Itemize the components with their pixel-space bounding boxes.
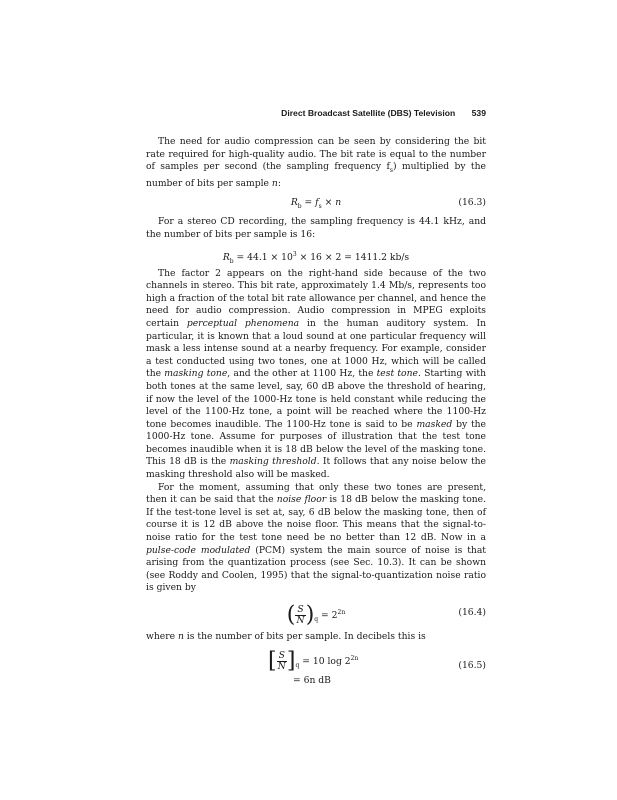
paragraph-2: For a stereo CD recording, the sampling frequency is 44.1 kHz, and the number of bits per sample is 16: [146,216,486,240]
body-text [146,136,486,694]
equation-number: (16.5) [458,659,486,671]
running-title: Direct Broadcast Satellite (DBS) Television [281,108,456,118]
equation-number: (16.4) [458,607,486,618]
paragraph-5: where n is the number of bits per sample. In decibels this is [146,631,426,642]
paragraph-3: The factor 2 appears on the right-hand side because of the two channels in stereo. This bit rate, approximately 1.4 Mb/s, represents too high a fraction of the total bit rate allowance per channel, and hence the need for audio compression. Audio compression in MPEG exploits certain perceptual phenomena in the human auditory system. In particular, it is known that a loud sound at one particular frequency will mask a less intense sound at a nearby frequency. For example, consider a test conducted using two tones, one at 1000 Hz, which will be called the masking tone, and the other at 1100 Hz, the test tone. Starting with both tones at the same level, say, 60 dB above the threshold of hearing, if now the level of the 1000-Hz tone is held constant while reducing the level of the 1100-Hz tone, a point will be reached where the 1100-Hz tone becomes inaudible. The 1100-Hz tone is said to be masked by the 1000-Hz tone. Assume for purposes of illustration that the test tone becomes inaudible when it is 18 dB below the level of the masking tone. This 18 dB is the masking threshold. It follows that any noise below the masking threshold also will be masked. [146,267,486,481]
equation-16-4: ( $\frac{S}{N}$ )$_q = 2^{2n}$ (16.4) [146,596,486,630]
equation-cd-bitrate: $R_b = 44.1 \times 10^3 \times 16 \times 2 = 1411.2$ kb/s [222,250,410,265]
paragraph-4: For the moment, assuming that only these two tones are present, then it can be said that the noise floor is 18 dB below the masking tone. If the test-tone level is set at, say, 6 dB below the masking tone, then of course it is 12 dB above the noise floor. This means that the signal-to-noise ratio for the test tone need be no better than 12 dB. Now in a pulse-code modulated (PCM) system the main source of noise is that arising from the quantization process (see Sec. 10.3). It can be shown (see Roddy and Coolen, 1995) that the signal-to-quantization noise ratio is given by [146,481,487,594]
paragraph-1: The need for audio compression can be seen by considering the bit rate required for high-quality audio. The bit rate is equal to the number of samples per second (the sampling frequency $f_s$) multiplied by the number of bits per sample n: [146,136,486,189]
page-number: 539 [471,108,486,118]
equation-number: (16.3) [458,197,486,209]
equation-16-3: $R_b = f_s \times n$ (16.3) [146,191,486,215]
equation-16-5: [ $\frac{S}{N}$ ]$_q = 10$ $\log 2^{2n}$ = 6n dB (16.5) [268,648,486,686]
running-header [146,108,486,122]
